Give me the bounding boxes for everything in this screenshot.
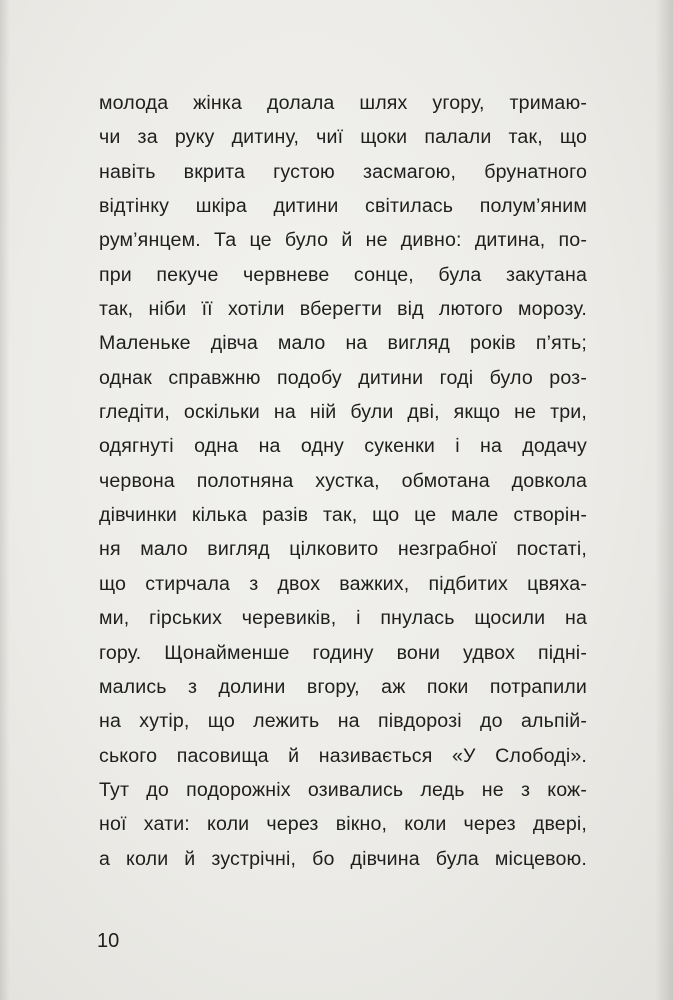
text-line: гледіти, оскільки на ній були дві, якщо не три,: [99, 401, 587, 424]
text-line: відтінку шкіра дитини світилась полум’яним: [99, 195, 587, 218]
text-line: мались з долини вгору, аж поки потрапили: [99, 675, 587, 698]
text-line: а коли й зустрічні, бо дівчина була місцевою.: [99, 847, 587, 870]
text-line: так, ніби її хотіли вберегти від лютого морозу.: [99, 298, 587, 321]
text-line: ми, гірських черевиків, і пнулась щосили на: [99, 607, 587, 630]
text-line: чи за руку дитину, чиї щоки палали так, що: [99, 126, 587, 149]
text-line: навіть вкрита густою засмагою, брунатного: [99, 160, 587, 183]
text-line: одягнуті одна на одну сукенки і на додачу: [99, 435, 587, 458]
text-line: однак справжню подобу дитини годі було роз-: [99, 366, 587, 389]
text-line: на хутір, що лежить на півдорозі до альпій-: [99, 710, 587, 733]
text-line: червона полотняна хустка, обмотана довкола: [99, 469, 587, 492]
text-line: Маленьке дівча мало на вигляд років п’ять;: [99, 332, 587, 355]
body-text: [99, 86, 587, 876]
page-number: 10: [97, 930, 120, 952]
text-line: ня мало вигляд цілковито незграбної постаті,: [99, 538, 587, 561]
text-line: молода жінка долала шлях угору, тримаю-: [99, 92, 587, 114]
text-line: рум’янцем. Та це було й не дивно: дитина, по-: [99, 229, 587, 252]
text-line: ної хати: коли через вікно, коли через двері,: [99, 813, 587, 836]
text-line: Тут до подорожніх озивались ледь не з кож-: [99, 778, 587, 801]
text-line: дівчинки кілька разів так, що це мале створін-: [99, 504, 587, 527]
text-line: гору. Щонайменше годину вони удвох підні-: [99, 641, 587, 664]
text-line: при пекуче червневе сонце, була закутана: [99, 263, 587, 286]
text-line: що стирчала з двох важких, підбитих цвяха-: [99, 572, 587, 595]
text-line: ського пасовища й називається «У Слободі».: [99, 744, 587, 767]
